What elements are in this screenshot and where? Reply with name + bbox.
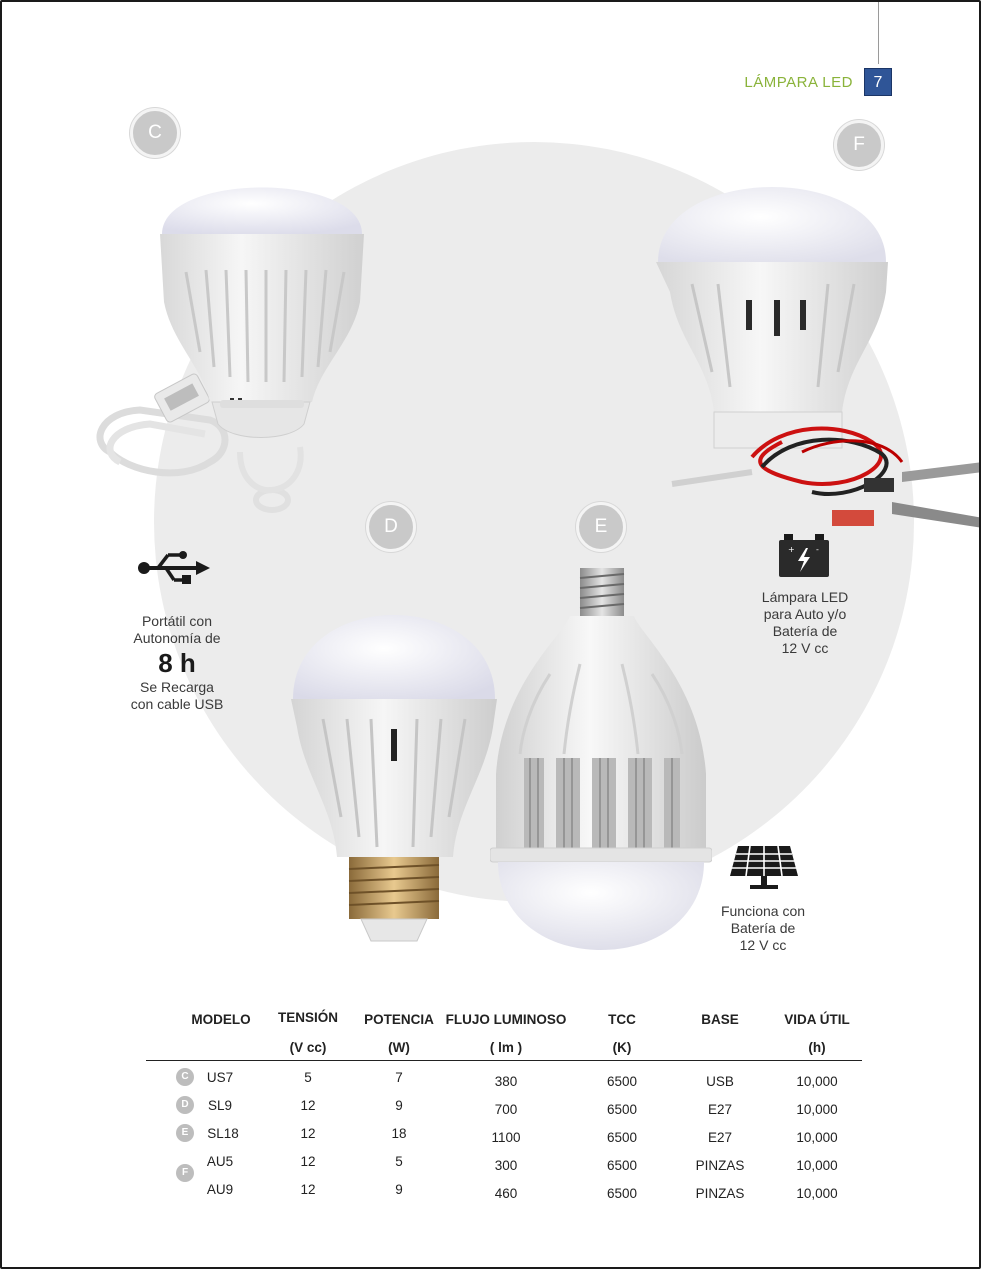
header-vida-unit: (h) — [808, 1040, 826, 1055]
cell-tcc: 6500 — [606, 1186, 638, 1201]
cell-tension: 5 — [304, 1070, 312, 1085]
solar-feature-line2: Batería de — [730, 920, 796, 936]
battery-feature-line3: Batería de — [772, 623, 838, 639]
battery-bulb-image — [652, 172, 981, 532]
header-divider-line — [878, 2, 879, 64]
usb-feature-line2: Autonomía de — [133, 630, 221, 646]
car-battery-icon — [778, 532, 830, 578]
product-badge-d: D — [366, 502, 416, 552]
page-number: 7 — [864, 68, 892, 96]
battery-feature-line1: Lámpara LED — [761, 589, 849, 605]
row-badge-f: F — [176, 1164, 194, 1182]
cell-tension: 12 — [300, 1126, 316, 1141]
header-tension: TENSIÓN — [277, 1010, 338, 1025]
cell-base: PINZAS — [695, 1158, 745, 1173]
cell-vida: 10,000 — [796, 1130, 838, 1145]
header-tension-unit: (V cc) — [289, 1040, 327, 1055]
product-badge-f: F — [834, 120, 884, 170]
solar-bulb-image — [490, 564, 712, 954]
product-badge-e: E — [576, 502, 626, 552]
cell-model: SL9 — [207, 1098, 233, 1113]
cell-tcc: 6500 — [606, 1130, 638, 1145]
header-potencia-unit: (W) — [388, 1040, 410, 1055]
cell-potencia: 5 — [395, 1154, 403, 1169]
header-potencia: POTENCIA — [364, 1012, 434, 1027]
cell-flujo: 1100 — [491, 1130, 521, 1145]
header-flujo-unit: ( lm ) — [489, 1040, 523, 1055]
row-badge-c: C — [176, 1068, 194, 1086]
solar-panel-icon — [728, 844, 800, 890]
battery-feature-line2: para Auto y/o — [763, 606, 847, 622]
header-modelo: MODELO — [191, 1012, 251, 1027]
usb-feature-line4: con cable USB — [130, 696, 224, 712]
table-header-row — [146, 1004, 862, 1062]
cell-potencia: 9 — [395, 1098, 403, 1113]
header-tcc: TCC — [608, 1012, 636, 1027]
battery-feature-text — [732, 589, 878, 657]
row-badge-d: D — [176, 1096, 194, 1114]
cell-model: SL18 — [207, 1126, 239, 1141]
header-base: BASE — [701, 1012, 739, 1027]
usb-icon — [136, 550, 212, 586]
battery-feature-line4: 12 V cc — [781, 640, 829, 656]
row-badge-e: E — [176, 1124, 194, 1142]
cell-flujo: 300 — [494, 1158, 518, 1173]
cell-vida: 10,000 — [796, 1102, 838, 1117]
cell-model: US7 — [206, 1070, 234, 1085]
solar-feature-line1: Funciona con — [720, 903, 806, 919]
cell-potencia: 7 — [395, 1070, 403, 1085]
cell-vida: 10,000 — [796, 1158, 838, 1173]
usb-feature-line1: Portátil con — [141, 613, 213, 629]
cell-base: E27 — [707, 1130, 733, 1145]
header-divider — [146, 1060, 862, 1061]
cell-model: AU9 — [206, 1182, 234, 1197]
solar-feature-line3: 12 V cc — [739, 937, 787, 953]
cell-base: PINZAS — [695, 1186, 745, 1201]
page-title: LÁMPARA LED — [744, 74, 853, 91]
product-badge-c: C — [130, 108, 180, 158]
cell-vida: 10,000 — [796, 1186, 838, 1201]
usb-feature-text — [102, 613, 252, 713]
e27-bulb-image — [287, 607, 502, 952]
cell-potencia: 18 — [391, 1126, 407, 1141]
cell-base: USB — [706, 1074, 734, 1089]
solar-feature-text — [690, 903, 836, 954]
cell-flujo: 380 — [494, 1074, 518, 1089]
usb-bulb-image — [90, 152, 380, 522]
cell-tcc: 6500 — [606, 1158, 638, 1173]
cell-flujo: 700 — [494, 1102, 518, 1117]
header-tcc-unit: (K) — [612, 1040, 632, 1055]
svg-text:+: + — [788, 545, 795, 554]
cell-base: E27 — [707, 1102, 733, 1117]
cell-model: AU5 — [206, 1154, 234, 1169]
cell-tension: 12 — [300, 1154, 316, 1169]
cell-flujo: 460 — [494, 1186, 518, 1201]
usb-autonomy-hours: 8 h — [158, 648, 196, 678]
cell-tcc: 6500 — [606, 1074, 638, 1089]
header-flujo: FLUJO LUMINOSO — [445, 1012, 567, 1027]
cell-potencia: 9 — [395, 1182, 403, 1197]
cell-vida: 10,000 — [796, 1074, 838, 1089]
svg-text:-: - — [816, 545, 819, 554]
header-vida: VIDA ÚTIL — [784, 1012, 850, 1027]
cell-tension: 12 — [300, 1182, 316, 1197]
cell-tcc: 6500 — [606, 1102, 638, 1117]
cell-tension: 12 — [300, 1098, 316, 1113]
usb-feature-line3: Se Recarga — [140, 679, 214, 695]
